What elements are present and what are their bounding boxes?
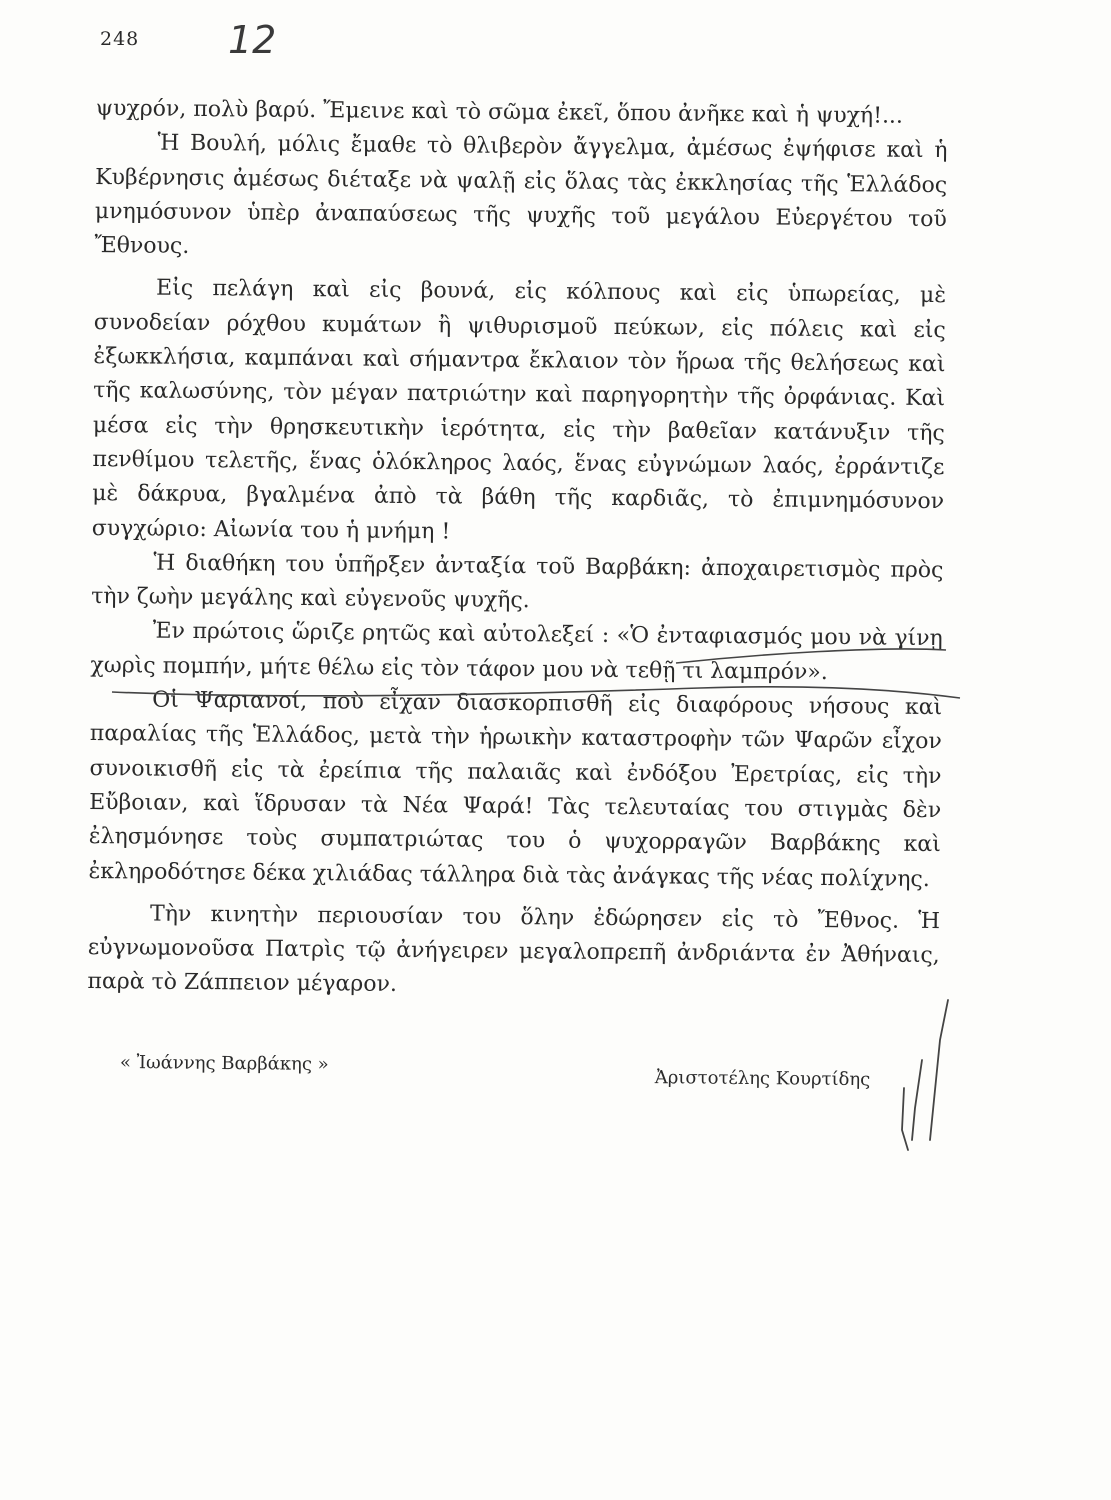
article-body (87, 92, 948, 1008)
paragraph-3: Εἰς πελάγη καὶ εἰς βουνά, εἰς κόλπους καὶ εἰς ὑπωρείας, μὲ συνοδείαν ρόχθου κυμάτων ἢ ψιθυρισμοῦ πεύκων, εἰς πόλεις καὶ εἰς ἐξωκκλήσια, καμπάναι καὶ σήμαντρα ἔκλαιον τὸν ἥρωα τῆς θελήσεως καὶ τῆς καλωσύνης, τὸν μέγαν πατριώτην καὶ παρηγορητὴν τῆς ὀρφάνιας. Καὶ μέσα εἰς τὴν θρησκευτικὴν ἱερότητα, εἰς τὴν βαθεῖαν κατάνυξιν τῆς πενθίμου τελετῆς, ἕνας ὁλόκληρος λαός, ἕνας εὐγνώμων λαός, ἐρράντιζε μὲ δάκρυα, βγαλμένα ἀπὸ τὰ βάθη τῆς καρδιᾶς, τὸ ἐπιμνημόσυνον συγχώριο: Αἰωνία του ἡ μνήμη ! (91, 276, 947, 544)
paragraph-2: Ἡ Βουλή, μόλις ἔμαθε τὸ θλιβερὸν ἄγγελμα, ἀμέσως ἐψήφισε καὶ ἡ Κυβέρνησις ἀμέσως διέταξε νὰ ψαλῇ εἰς ὅλας τὰς ἐκκλησίας τῆς Ἑλλάδος μνημόσυνον ὑπὲρ ἀναπαύσεως τῆς ψυχῆς τοῦ μεγάλου Εὐεργέτου τοῦ Ἔθνους. (94, 130, 948, 260)
margin-pen-mark-icon (902, 1000, 948, 1150)
paragraph-6: Οἱ Ψαριανοί, ποὺ εἶχαν διασκορπισθῆ εἰς διαφόρους νήσους καὶ παραλίας τῆς Ἑλλάδος, μετὰ τὴν ἡρωικὴν καταστροφὴν τῶν Ψαρῶν εἶχον συνοικισθῆ εἰς τὰ ἐρείπια τῆς παλαιᾶς καὶ ἐνδόξου Ἐρετρίας, εἰς τὴν Εὔβοιαν, καὶ ἵδρυσαν τὰ Νέα Ψαρά! Τὰς τελευταίας του στιγμὰς δὲν ἐλησμόνησε τοὺς συμπατριώτας του ὁ ψυχορραγῶν Βαρβάκης καὶ ἐκληροδότησε δέκα χιλιάδας τάλληρα διὰ τὰς ἀνάγκας τῆς νέας πολίχνης. (88, 687, 943, 892)
handwritten-page-mark: 12 (228, 18, 277, 62)
page-number: 248 (100, 28, 140, 50)
paragraph-1: ψυχρόν, πολὺ βαρύ. Ἔμεινε καὶ τὸ σῶμα ἐκεῖ, ὅπου ἀνῆκε καὶ ἡ ψυχή!... (95, 95, 904, 129)
paragraph-4: Ἡ διαθήκη του ὑπῆρξεν ἀνταξία τοῦ Βαρβάκη: ἀποχαιρετισμὸς πρὸς τὴν ζωὴν μεγάλης καὶ εὐγενοῦς ψυχῆς. (91, 550, 944, 614)
paragraph-7: Τὴν κινητὴν περιουσίαν του ὅλην ἐδώρησεν εἰς τὸ Ἔθνος. Ἡ εὐγνωμονοῦσα Πατρὶς τῷ ἀνήγειρεν μεγαλοπρεπῆ ἀνδριάντα ἐν Ἀθήναις, παρὰ τὸ Ζάππειον μέγαρον. (87, 901, 941, 998)
source-attribution: « Ἰωάννης Βαρβάκης » (119, 1052, 329, 1076)
author-signature: Ἀριστοτέλης Κουρτίδης (654, 1067, 871, 1091)
paragraph-5-testament-quote: Ἐν πρώτοις ὥριζε ρητῶς καὶ αὐτολεξεί : «Ὁ ἐνταφιασμός μου νὰ γίνῃ χωρὶς πομπήν, μήτε θέλω εἰς τὸν τάφον μου νὰ τεθῇ τι λαμπρόν». (90, 619, 943, 685)
signature-row (119, 1052, 920, 1091)
